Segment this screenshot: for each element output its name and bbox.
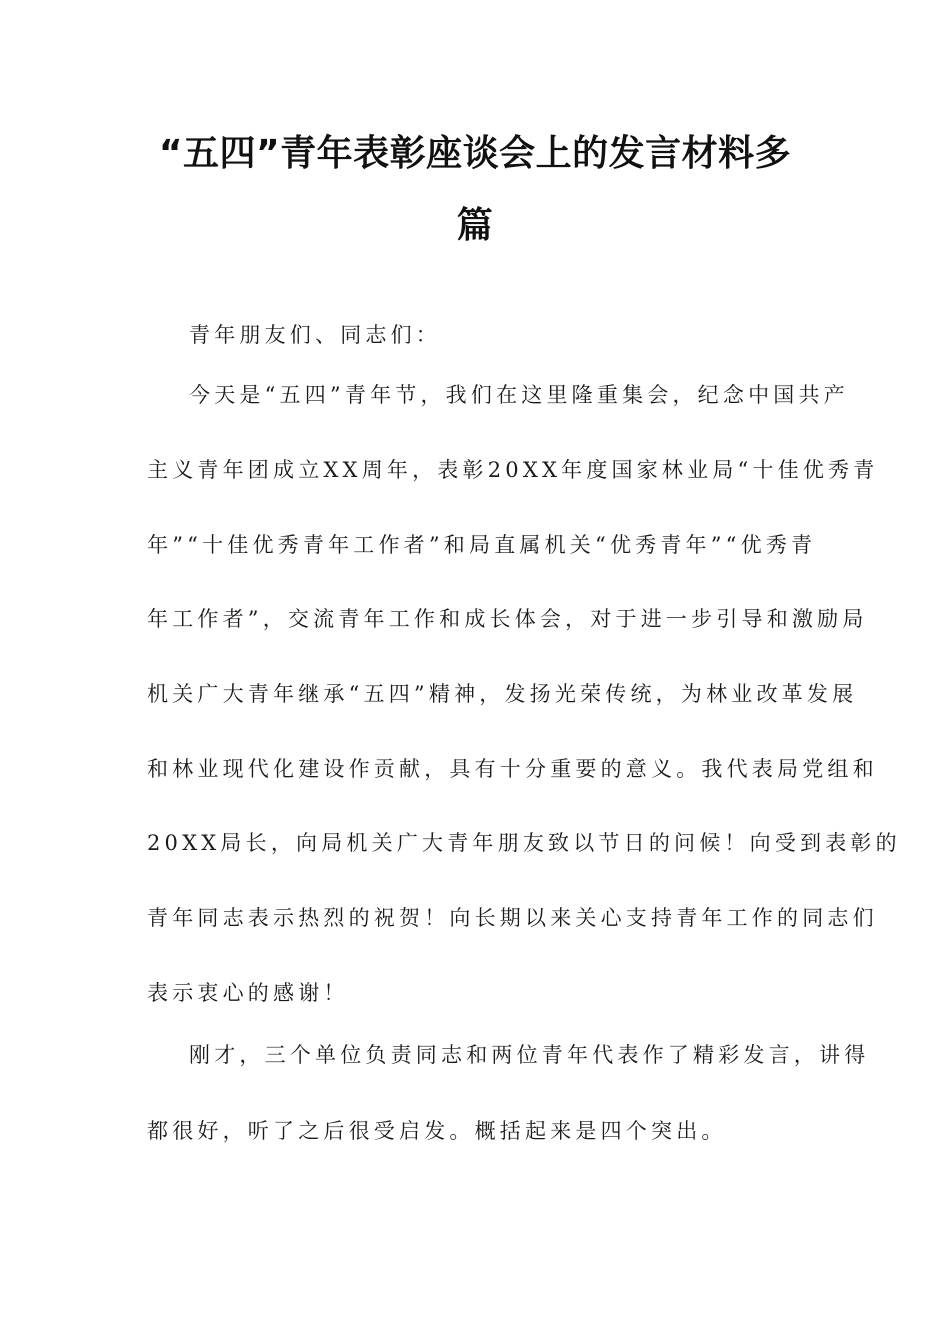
paragraph-2-line-2: 都很好，听了之后很受启发。概括起来是四个突出。 (147, 1119, 727, 1143)
paragraph-1-line-9: 表示衷心的感谢！ (147, 981, 349, 1005)
document-title-line-2: 篇 (456, 205, 494, 246)
paragraph-1-line-2: 主义青年团成立XX周年，表彰20XX年度国家林业局“十佳优秀青 (147, 458, 879, 482)
paragraph-2-line-1: 刚才，三个单位负责同志和两位青年代表作了精彩发言，讲得 (189, 1043, 870, 1067)
paragraph-1-line-7: 20XX局长，向局机关广大青年朋友致以节日的问候！向受到表彰的 (147, 831, 901, 855)
paragraph-1-line-5: 机关广大青年继承“五四”精神，发扬光荣传统，为林业改革发展 (147, 682, 858, 706)
paragraph-1-line-1: 今天是“五四”青年节，我们在这里隆重集会，纪念中国共产 (189, 383, 849, 407)
paragraph-1-line-4: 年工作者”，交流青年工作和成长体会，对于进一步引导和激励局 (147, 607, 868, 631)
greeting: 青年朋友们、同志们： (189, 323, 441, 347)
paragraph-1-line-3: 年”“十佳优秀青年工作者”和局直属机关“优秀青年”“优秀青 (147, 533, 817, 557)
paragraph-1-line-8: 青年同志表示热烈的祝贺！向长期以来关心支持青年工作的同志们 (147, 906, 878, 930)
paragraph-1-line-6: 和林业现代化建设作贡献，具有十分重要的意义。我代表局党组和 (147, 757, 878, 781)
document-title-line-1: “五四”青年表彰座谈会上的发言材料多 (158, 133, 792, 174)
